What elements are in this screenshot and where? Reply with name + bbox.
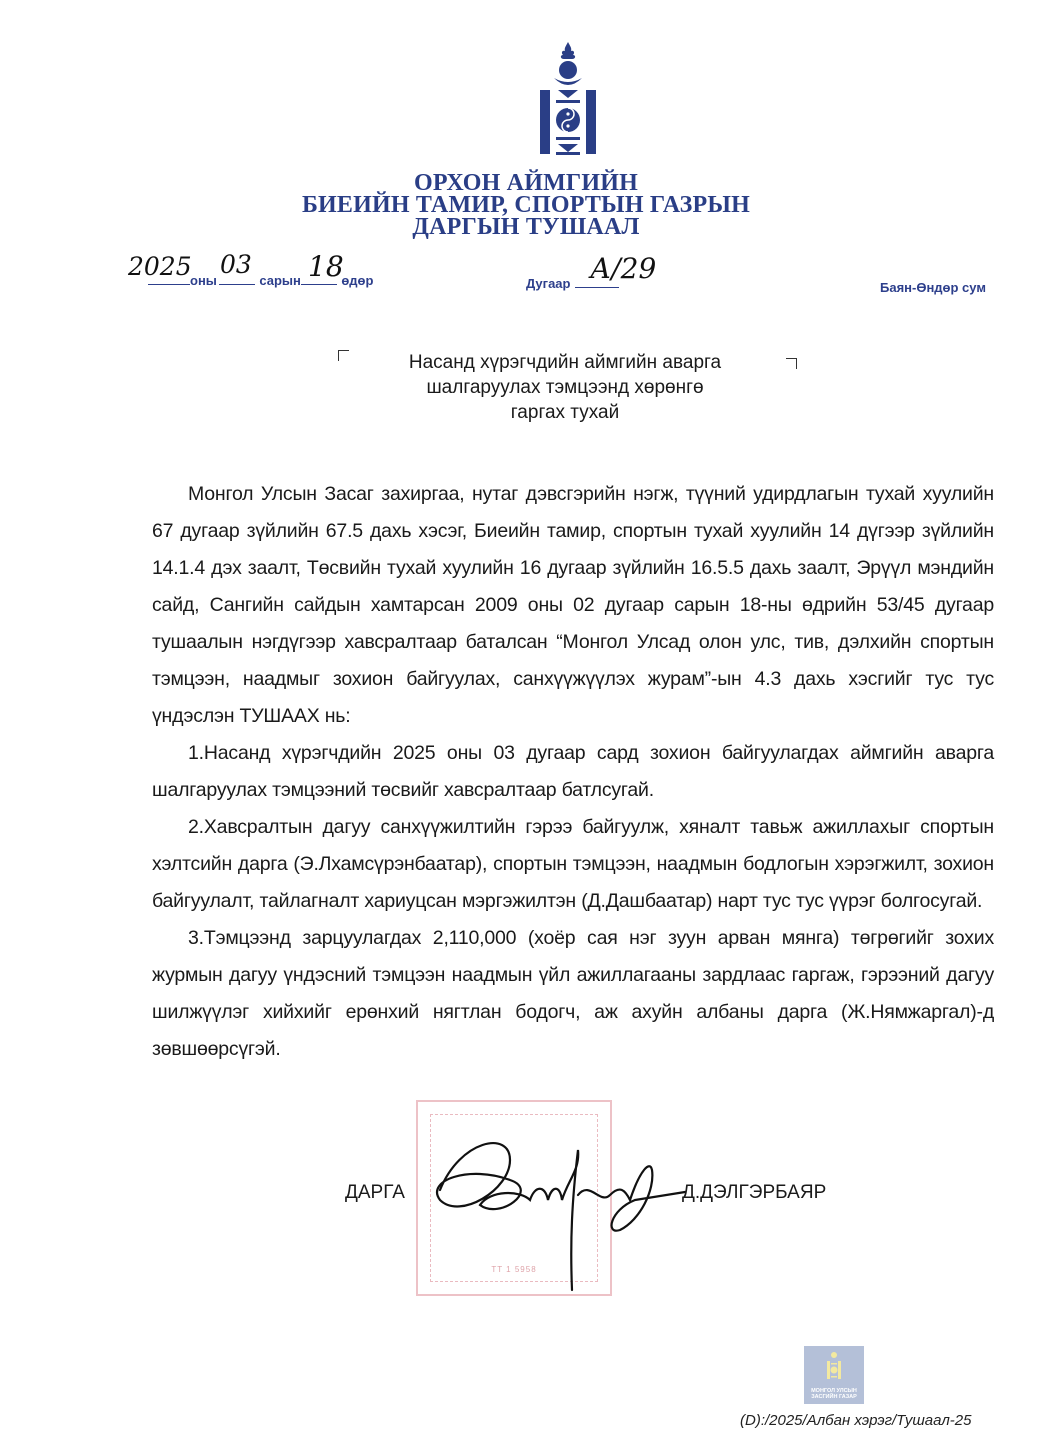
gov-logo-text bbox=[804, 1388, 864, 1400]
handwritten-number: А/29 bbox=[590, 252, 657, 285]
subject-line2: шалгаруулах тэмцээнд хөрөнгө bbox=[426, 377, 704, 398]
number-label: Дугаар bbox=[526, 276, 571, 291]
subject-line1: Насанд хүрэгчдийн аймгийн аварга bbox=[408, 352, 722, 373]
year-label: оны bbox=[190, 273, 217, 288]
file-path: (D):/2025/Албан хэрэг/Тушаал-25 bbox=[740, 1412, 972, 1429]
signatory-name: Д.ДЭЛГЭРБАЯР bbox=[682, 1182, 827, 1203]
soyombo-emblem-icon bbox=[536, 40, 600, 158]
signatory-position: ДАРГА bbox=[345, 1182, 405, 1203]
order-item-1: 1.Насанд хүрэгчдийн 2025 оны 03 дугаар сард зохион байгуулагдах аймгийн аварга шалгаруулах тэмцээний төсвийг хавсралтаар батлсугай. bbox=[152, 742, 994, 801]
subject-line3: гаргах тухай bbox=[510, 402, 620, 423]
handwritten-year: 2025 bbox=[128, 252, 192, 281]
gov-logo-text-line1: МОНГОЛ УЛСЫН bbox=[811, 1388, 857, 1394]
order-body bbox=[152, 476, 994, 1068]
org-name-line2: БИЕИЙН ТАМИР, СПОРТЫН ГАЗРЫН bbox=[301, 192, 751, 218]
gov-logo-text-line2: ЗАСГИЙН ГАЗАР bbox=[811, 1394, 857, 1400]
preamble-paragraph: Монгол Улсын Засаг захиргаа, нутаг дэвсгэрийн нэгж, түүний удирдлагын тухай хуулийн 67 дугаар зүйлийн 67.5 дахь хэсэг, Биеийн тамир, спортын тухай хуулийн 14 дүгээр зүйлийн 14.1.4 дэх заалт, Төсвийн тухай хуулийн 16 дугаар зүйлийн 16.5.5 дахь заалт, Эрүүл мэндийн сайд, Сангийн сайдын хамтарсан 2009 оны 02 дугаар сарын 18-ны өдрийн 53/45 дугаар тушаалын нэгдүгээр хавсралтаар баталсан “Монгол Улсад олон улс, тив, дэлхийн спортын тэмцээн, наадмыг зохион байгуулах, санхүүжүүлэх журам”-ын 4.3 дахь хэсгийг тус тус үндэслэн ТУШААХ нь: bbox=[152, 483, 994, 727]
handwritten-signature bbox=[420, 1110, 690, 1300]
day-label: өдөр bbox=[341, 273, 374, 288]
handwritten-day: 18 bbox=[308, 250, 344, 283]
document-type-title: ДАРГЫН ТУШААЛ bbox=[412, 214, 640, 240]
government-logo bbox=[804, 1346, 864, 1404]
order-item-3: 3.Тэмцээнд зарцуулагдах 2,110,000 (хоёр сая нэг зуун арван мянга) төгрөгийг зохих журмын дагуу үндэсний тэмцээн наадмын үйл ажиллагааны зардлаас гаргаж, гэрээний дагуу шилжүүлэг хийхийг ерөнхий нягтлан бодогч, аж ахуйн албаны дарга (Ж.Нямжаргал)-д зөвшөөрсүгэй. bbox=[152, 927, 994, 1060]
order-item-2: 2.Хавсралтын дагуу санхүүжилтийн гэрээ байгуулж, хяналт тавьж ажиллахыг спортын хэлтсийн дарга (Э.Лхамсүрэнбаатар), спортын тэмцээн, наадмын бодлогын хэрэгжилт, зохион байгуулалт, тайлагналт хариуцсан мэргэжилтэн (Д.Дашбаатар) нарт тус тус үүрэг болгосугай. bbox=[152, 816, 994, 912]
handwritten-month: 03 bbox=[220, 250, 252, 279]
location-label: Баян-Өндөр сум bbox=[880, 280, 986, 295]
org-name-line1: ОРХОН АЙМГИЙН bbox=[413, 170, 639, 196]
gov-soyombo-icon bbox=[826, 1350, 842, 1380]
month-label: сарын bbox=[259, 273, 301, 288]
order-subject bbox=[330, 350, 800, 425]
stamp-code: TT 1 5958 bbox=[491, 1265, 537, 1274]
